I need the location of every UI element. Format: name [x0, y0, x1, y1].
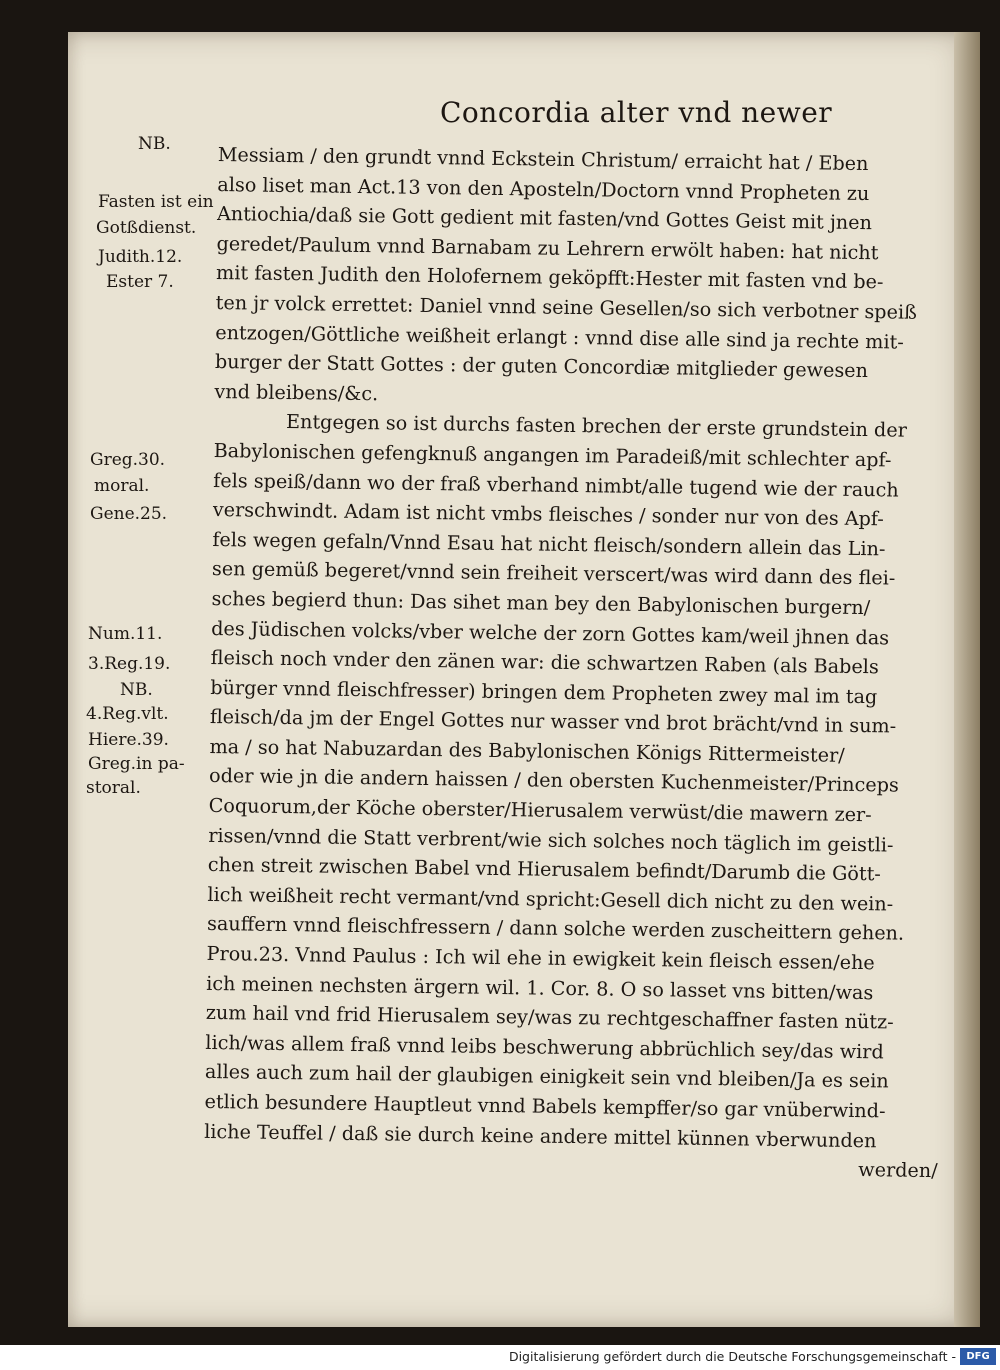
- margin-note: Gotßdienst.: [96, 218, 197, 238]
- text-line: fleisch noch vnder den zänen war: die schwartzen Raben (als Babels: [210, 646, 879, 679]
- text-line: ten jr volck errettet: Daniel vnnd seine Gesellen/so sich verbotner speiß: [215, 290, 918, 324]
- text-line: burger der Statt Gottes : der guten Concordiæ mitglieder gewesen: [214, 350, 869, 383]
- text-line: Coquorum,der Köche oberster/Hierusalem verwüst/die mawern zer-: [208, 793, 872, 827]
- margin-note: moral.: [94, 476, 150, 496]
- margin-note: Judith.12.: [98, 247, 183, 267]
- margin-note: NB.: [120, 680, 153, 700]
- book-page: [68, 32, 980, 1327]
- text-line: entzogen/Göttliche weißheit erlangt : vnnd dise alle sind ja rechte mit-: [215, 320, 904, 354]
- text-line: etlich besundere Hauptleut vnnd Babels kempffer/so gar vnüberwind-: [204, 1089, 886, 1123]
- text-line: bürger vnnd fleischfresser) bringen dem Propheten zwey mal im tag: [210, 675, 878, 708]
- text-line: fels wegen gefaln/Vnnd Esau hat nicht fleisch/sondern allein das Lin-: [212, 527, 886, 561]
- funding-credit: Digitalisierung gefördert durch die Deutsche Forschungsgemeinschaft -: [508, 1349, 956, 1364]
- text-line: sauffern vnnd fleischfressern / dann solche werden zuscheittern gehen.: [206, 912, 905, 946]
- text-line: oder wie jn die andern haissen / den obersten Kuchenmeister/Princeps: [208, 764, 899, 798]
- text-line: fleisch/da jm der Engel Gottes nur wasser vnd brot brächt/vnd in sum-: [209, 705, 897, 738]
- margin-note: Greg.30.: [90, 450, 166, 470]
- text-line: Babylonischen gefengknuß angangen im Paradeiß/mit schlechter apf-: [213, 438, 892, 472]
- text-line: lich/was allem fraß vnnd leibs beschwerung abbrüchlich sey/das wird: [205, 1030, 884, 1064]
- text-line: Prou.23. Vnnd Paulus : Ich wil ehe in ewigkeit kein fleisch essen/ehe: [206, 941, 875, 975]
- margin-note: NB.: [138, 134, 171, 154]
- text-line: fels speiß/dann wo der fraß vberhand nimbt/alle tugend wie der rauch: [213, 468, 899, 502]
- text-line: sches begierd thun: Das sihet man bey den Babylonischen burgern/: [211, 586, 871, 620]
- text-line: werden/: [858, 1158, 938, 1183]
- text-line: ich meinen nechsten ärgern wil. 1. Cor. 8. O so lasset vns bitten/was: [206, 971, 874, 1004]
- body-text: [204, 140, 958, 1186]
- page-edge-shadow: [954, 32, 980, 1327]
- text-line: lich weißheit recht vermant/vnd spricht:Gesell dich nicht zu den wein-: [207, 882, 894, 916]
- text-line: verschwindt. Adam ist nicht vmbs fleisches / sonder nur von des Apf-: [212, 498, 884, 531]
- text-line: rissen/vnnd die Statt verbrent/wie sich solches noch täglich im geistli-: [208, 823, 894, 857]
- margin-note: Hiere.39.: [88, 730, 169, 750]
- text-line: Antiochia/daß sie Gott gedient mit fasten/vnd Gottes Geist mit jnen: [216, 202, 873, 235]
- text-line: also liset man Act.13 von den Aposteln/Doctorn vnnd Propheten zu: [217, 172, 870, 205]
- text-line: sen gemüß begeret/vnnd sein freiheit verscert/was wird dann des flei-: [211, 557, 896, 590]
- dfg-logo: DFG: [960, 1348, 996, 1365]
- text-line: des Jüdischen volcks/vber welche der zorn Gottes kam/weil jhnen das: [211, 616, 890, 649]
- text-line: geredet/Paulum vnnd Barnabam zu Lehrern erwölt haben: hat nicht: [216, 231, 879, 265]
- text-line: Messiam / den grundt vnnd Eckstein Christum/ erraicht hat / Eben: [217, 142, 869, 176]
- text-line: mit fasten Judith den Holofernem geköpfft:Hester mit fasten vnd be-: [215, 261, 884, 294]
- margin-note: 4.Reg.vlt.: [86, 704, 169, 724]
- text-line: zum hail vnd frid Hierusalem sey/was zu rechtgeschaffner fasten nütz-: [205, 1001, 894, 1034]
- text-line: ma / so hat Nabuzardan des Babylonischen Königs Rittermeister/: [209, 734, 845, 767]
- margin-note: Num.11.: [88, 624, 163, 644]
- margin-note: Gene.25.: [90, 504, 168, 524]
- margin-note: 3.Reg.19.: [88, 654, 171, 674]
- text-line: Entgegen so ist durchs fasten brechen der erste grundstein der: [285, 410, 907, 442]
- margin-note: Fasten ist ein: [98, 192, 214, 212]
- text-line: vnd bleibens/&c.: [214, 379, 379, 406]
- footer-bar: [0, 1345, 1000, 1370]
- margin-note: Greg.in pa-: [88, 754, 185, 774]
- running-head: Concordia alter vnd newer: [440, 96, 833, 129]
- text-line: chen streit zwischen Babel vnd Hierusalem befindt/Darumb die Gött-: [207, 853, 882, 886]
- margin-note: storal.: [86, 778, 141, 798]
- text-line: liche Teuffel / daß sie durch keine andere mittel künnen vberwunden: [204, 1119, 877, 1152]
- margin-note: Ester 7.: [106, 272, 174, 292]
- text-line: alles auch zum hail der glaubigen einigkeit sein vnd bleiben/Ja es sein: [204, 1060, 889, 1093]
